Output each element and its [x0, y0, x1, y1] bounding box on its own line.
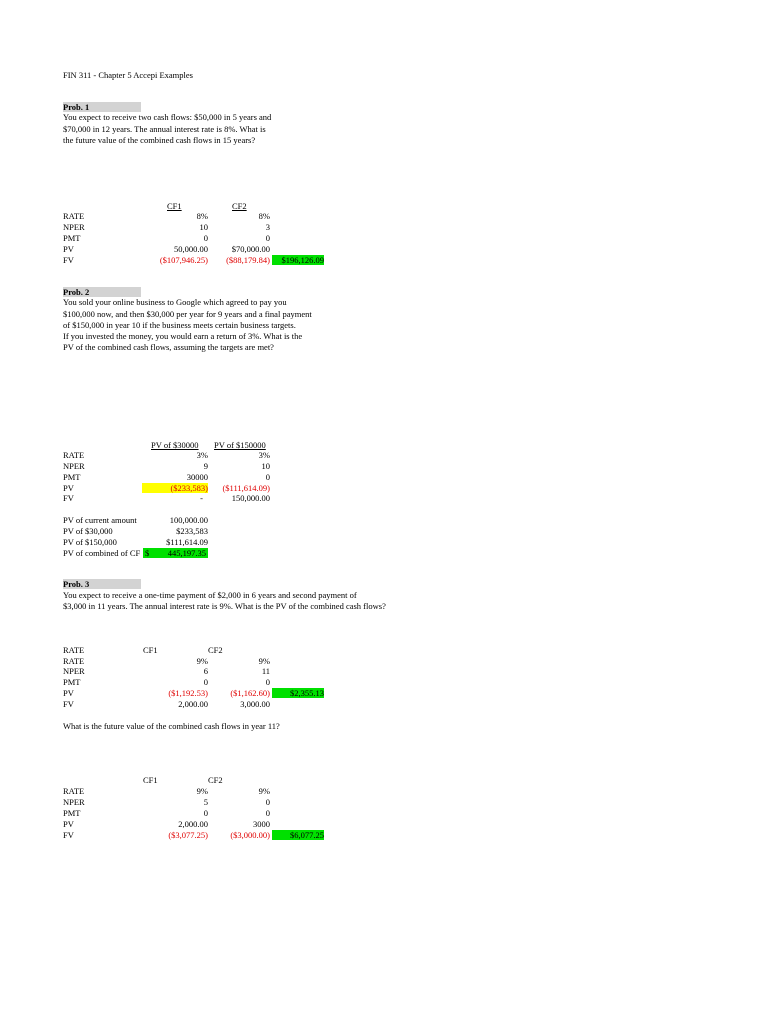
prob2-total-cell	[143, 548, 208, 558]
prob2-col-header-150000: PV of $150000	[214, 440, 266, 450]
prob3b-label-pmt: PMT	[63, 808, 81, 818]
prob2-col2-pv: ($111,614.09)	[222, 483, 270, 493]
prob1-cf1-pmt: 0	[203, 233, 208, 243]
prob3b-total: $6,077.25	[272, 830, 324, 840]
prob2-text-line: PV of the combined cash flows, assuming the targets are met?	[63, 342, 274, 352]
prob3b-cf2-nper: 0	[265, 797, 270, 807]
prob2-col2-fv: 150,000.00	[231, 493, 270, 503]
prob3b-cf1-fv: ($3,077.25)	[168, 830, 208, 840]
prob2-text-line: of $150,000 in year 10 if the business meets certain business targets.	[63, 320, 296, 330]
prob3-text-line: You expect to receive a one-time payment of $2,000 in 6 years and second payment of	[63, 590, 357, 600]
prob1-cf1-rate: 8%	[196, 211, 208, 221]
prob3b-cf2-rate: 9%	[258, 786, 270, 796]
prob2-col2-rate: 3%	[258, 450, 270, 460]
prob3b-cf1-rate: 9%	[196, 786, 208, 796]
prob3-cf1-pmt: 0	[203, 677, 208, 687]
prob1-text-line: $70,000 in 12 years. The annual interest rate is 8%. What is	[63, 124, 266, 134]
prob2-col-header-30000: PV of $30000	[151, 440, 199, 450]
prob2-header: Prob. 2	[63, 287, 141, 297]
prob3b-cf2-pv: 3000	[253, 819, 270, 829]
page-title: FIN 311 - Chapter 5 Accepi Examples	[63, 70, 193, 80]
prob2-col1-nper: 9	[203, 461, 208, 471]
prob2-text-line: $100,000 now, and then $30,000 per year for 9 years and a final payment	[63, 309, 312, 319]
prob2-label-pv: PV	[63, 483, 74, 493]
prob2-text-line: If you invested the money, you would earn a return of 3%. What is the	[63, 331, 303, 341]
prob2-col1-pv: ($233,583)	[142, 483, 208, 493]
prob1-cf2-nper: 3	[265, 222, 270, 232]
prob3b-col-header-cf2: CF2	[208, 775, 223, 785]
prob3b-label-rate: RATE	[63, 786, 85, 796]
prob3-label-rate: RATE	[63, 656, 85, 666]
prob3b-cf1-pv: 2,000.00	[178, 819, 208, 829]
prob2-label-fv: FV	[63, 493, 74, 503]
prob2-summary-label: PV of $30,000	[63, 526, 113, 536]
prob2-col1-pmt: 30000	[186, 472, 208, 482]
prob1-label-rate: RATE	[63, 211, 85, 221]
prob1-col-header-cf2: CF2	[232, 201, 247, 211]
prob3b-cf2-fv: ($3,000.00)	[230, 830, 270, 840]
prob2-summary-value: $233,583	[176, 526, 208, 536]
prob2-total-currency: $	[145, 548, 150, 558]
prob3b-cf1-pmt: 0	[203, 808, 208, 818]
prob3-col-header-cf2: CF2	[208, 645, 223, 655]
prob3b-label-fv: FV	[63, 830, 74, 840]
prob1-label-pv: PV	[63, 244, 74, 254]
prob3-text-line: $3,000 in 11 years. The annual interest rate is 9%. What is the PV of the combined cash flows?	[63, 601, 386, 611]
prob2-summary-value: 100,000.00	[169, 515, 208, 525]
prob3b-label-nper: NPER	[63, 797, 85, 807]
prob3-cf2-nper: 11	[261, 666, 270, 676]
prob1-cf1-pv: 50,000.00	[174, 244, 208, 254]
prob1-cf2-pv: $70,000.00	[231, 244, 270, 254]
prob3-cf2-pv: ($1,162.60)	[230, 688, 270, 698]
prob1-cf2-rate: 8%	[258, 211, 270, 221]
prob1-cf1-nper: 10	[199, 222, 208, 232]
prob2-col1-fv: -	[200, 493, 203, 503]
prob2-label-rate: RATE	[63, 450, 85, 460]
prob1-text-line: You expect to receive two cash flows: $50,000 in 5 years and	[63, 112, 272, 122]
prob1-label-pmt: PMT	[63, 233, 81, 243]
prob1-cf2-pmt: 0	[265, 233, 270, 243]
prob1-col-header-cf1: CF1	[167, 201, 182, 211]
prob3b-cf1-nper: 5	[203, 797, 208, 807]
prob2-summary-label: PV of combined of CF	[63, 548, 141, 558]
prob2-col1-rate: 3%	[196, 450, 208, 460]
prob1-total: $196,126.09	[272, 255, 324, 265]
prob1-label-nper: NPER	[63, 222, 85, 232]
prob3-label-fv: FV	[63, 699, 74, 709]
prob3-label-pv: PV	[63, 688, 74, 698]
prob3-question2: What is the future value of the combined cash flows in year 11?	[63, 721, 280, 731]
prob3-col-header-cf1: CF1	[143, 645, 158, 655]
prob1-text-line: the future value of the combined cash flows in 15 years?	[63, 135, 256, 145]
prob1-header: Prob. 1	[63, 102, 141, 112]
prob2-label-nper: NPER	[63, 461, 85, 471]
prob3b-col-header-cf1: CF1	[143, 775, 158, 785]
prob3-cf2-pmt: 0	[265, 677, 270, 687]
prob1-label-fv: FV	[63, 255, 74, 265]
prob3-total: $2,355.13	[272, 688, 324, 698]
prob3-label-nper: NPER	[63, 666, 85, 676]
prob2-summary-label: PV of current amount	[63, 515, 137, 525]
prob3b-cf2-pmt: 0	[265, 808, 270, 818]
prob3-cf1-pv: ($1,192.53)	[168, 688, 208, 698]
prob1-cf1-fv: ($107,946.25)	[159, 255, 208, 265]
prob2-col2-pmt: 0	[265, 472, 270, 482]
prob3-cf2-rate: 9%	[258, 656, 270, 666]
prob2-total: 445,197.35	[167, 548, 206, 558]
prob2-summary-value: $111,614.09	[166, 537, 208, 547]
prob3-cf1-nper: 6	[203, 666, 208, 676]
prob3-label-pmt: PMT	[63, 677, 81, 687]
prob3-cf1-fv: 2,000.00	[178, 699, 208, 709]
prob3-label-rate: RATE	[63, 645, 85, 655]
prob3-header: Prob. 3	[63, 579, 141, 589]
prob3b-label-pv: PV	[63, 819, 74, 829]
prob2-col2-nper: 10	[261, 461, 270, 471]
prob3-cf2-fv: 3,000.00	[240, 699, 270, 709]
prob2-summary-label: PV of $150,000	[63, 537, 117, 547]
prob3-cf1-rate: 9%	[196, 656, 208, 666]
prob2-label-pmt: PMT	[63, 472, 81, 482]
prob1-cf2-fv: ($88,179.84)	[226, 255, 270, 265]
prob2-text-line: You sold your online business to Google which agreed to pay you	[63, 297, 287, 307]
